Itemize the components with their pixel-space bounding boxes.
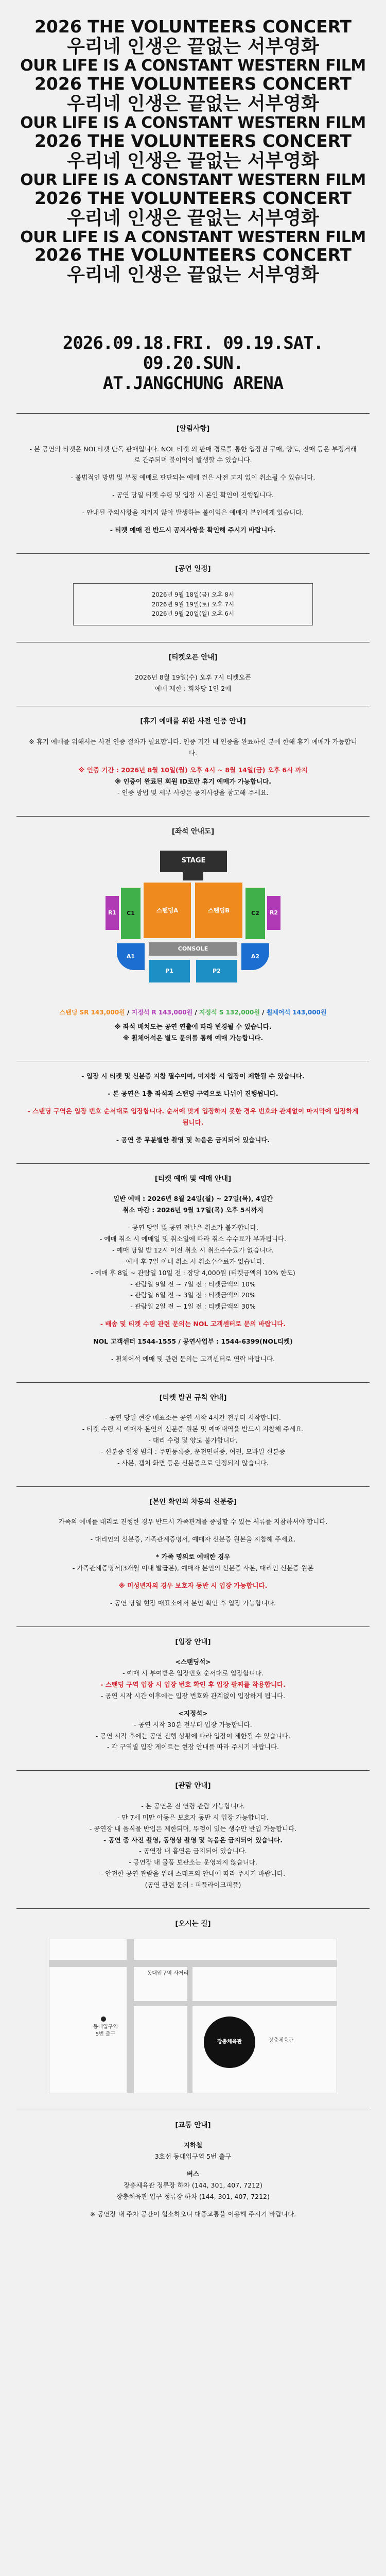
entry-text: - 각 구역별 입장 게이트는 현장 안내를 따라 주시기 바랍니다. <box>107 1743 279 1751</box>
identity-text: 가족의 예매를 대리로 진행한 경우 반드시 가족관계를 증빙할 수 있는 서류를 지참하셔야 합니다. <box>58 1518 328 1526</box>
section-title: [알림사항] <box>176 424 210 433</box>
booking-text: 일반 예매 : 2026년 8월 24일(월) ~ 27일(목), 4일간 <box>113 1195 273 1203</box>
poster-title-line: 2026 THE VOLUNTEERS CONCERT <box>34 16 352 37</box>
poster-title-line: 2026 THE VOLUNTEERS CONCERT <box>34 130 352 151</box>
poster-title-line: 우리네 인생은 끝없는 서부영화 <box>67 36 319 57</box>
viewing-section <box>16 1770 370 1908</box>
section-title: [티켓오픈 안내] <box>168 653 218 662</box>
schedule-row: 2026년 9월 19일(토) 오후 7시 <box>152 600 234 608</box>
booking-text: - 관람일 2일 전 ~ 1일 전 : 티켓금액의 30% <box>130 1302 256 1311</box>
seat-zone-r2[interactable]: R2 <box>267 896 280 930</box>
seat-zone-c2[interactable]: C2 <box>245 888 265 939</box>
fanclub-text: ※ 휴기 예매를 위해서는 사전 인증 절차가 필요합니다. 인증 기간 내 인증을 완료하신 분에 한해 휴기 예매가 가능합니다. <box>29 737 357 757</box>
section-title: [입장 안내] <box>175 1637 211 1646</box>
notice-text: - 공연 당일 티켓 수령 및 입장 시 본인 확인이 진행됩니다. <box>112 491 274 499</box>
price-r: 지정석 R 143,000원 <box>131 1008 193 1016</box>
map-road <box>187 1967 192 2093</box>
transport-text: 3호선 동대입구역 5번 출구 <box>154 2153 232 2161</box>
pickup-text: - 티켓 수령 시 예매자 본인의 신분증 원본 및 예매내역을 반드시 지참해 주세요. <box>82 1425 304 1433</box>
seat-zone-p1[interactable]: P1 <box>149 960 190 982</box>
viewing-text: - 공연 중 사진 촬영, 동영상 촬영 및 녹음은 금지되어 있습니다. <box>103 1836 283 1844</box>
section-title: [티켓 예매 및 예매 안내] <box>154 1174 232 1183</box>
fanclub-text: - 인증 방법 및 세부 사항은 공지사항을 참고해 주세요. <box>117 789 269 797</box>
seat-zone-c1[interactable]: C1 <box>121 888 141 939</box>
schedule-row: 2026년 9월 20일(일) 오후 6시 <box>152 610 234 618</box>
seat-zone-a1[interactable]: A1 <box>117 943 145 970</box>
stage-ramp <box>183 872 203 880</box>
transport-section <box>16 2110 370 2238</box>
booking-text: - 공연 당일 및 공연 전날은 취소가 불가합니다. <box>128 1224 258 1232</box>
poster-title-line: 우리네 인생은 끝없는 서부영화 <box>67 93 319 114</box>
ticket-open-line: 2026년 8월 19일(수) 오후 7시 티켓오픈 <box>134 673 252 682</box>
transport-text: ※ 공연장 내 주차 공간이 협소하오니 대중교통을 이용해 주시기 바랍니다. <box>90 2210 296 2218</box>
price-line: 스탠딩 SR 143,000원 / 지정석 R 143,000원 / 지정석 S 132,000원 / 휠체어석 143,000원 <box>59 1008 327 1016</box>
section-title: [오시는 길] <box>175 1919 211 1928</box>
price-note: ※ 휠체어석은 별도 문의를 통해 예매 가능합니다. <box>122 1033 264 1042</box>
poster-title-line: OUR LIFE IS A CONSTANT WESTERN FILM <box>20 171 366 189</box>
booking-text: - 예매 후 7일 이내 취소 시 취소수수료가 없습니다. <box>121 1257 265 1265</box>
location-map <box>49 1939 337 2093</box>
ticket-pickup-section <box>16 1382 370 1486</box>
poster-title-line: OUR LIFE IS A CONSTANT WESTERN FILM <box>20 228 366 246</box>
notice-text: - 티켓 예매 전 반드시 공지사항을 확인해 주시기 바랍니다. <box>110 526 276 534</box>
identity-section <box>16 1486 370 1626</box>
pickup-text: - 신분증 인정 범위 : 주민등록증, 운전면허증, 여권, 모바일 신분증 <box>100 1448 286 1456</box>
entry-text: - 공연 시작 후에는 공연 진행 상황에 따라 입장이 제한될 수 있습니다. <box>95 1732 291 1740</box>
notice-section <box>16 413 370 553</box>
viewing-text: (공연 관련 문의 : 피플라이크피플) <box>145 1881 241 1889</box>
seatmap-section <box>16 816 370 1061</box>
transport-text: 장충체육관 정류장 하차 (144, 301, 407, 7212) <box>124 2181 262 2189</box>
price-note: ※ 좌석 배치도는 공연 연출에 따라 변경될 수 있습니다. <box>114 1022 272 1030</box>
notice-text: - 불법적인 방법 및 부정 예매로 판단되는 예매 건은 사전 고지 없이 취소될 수 있습니다. <box>71 473 315 482</box>
entry-text: - 예매 시 부여받은 입장번호 순서대로 입장합니다. <box>122 1669 264 1677</box>
identity-text: * 가족 명의로 예매한 경우 <box>155 1553 231 1561</box>
station-marker-icon <box>101 2016 106 2022</box>
poster-title-line: OUR LIFE IS A CONSTANT WESTERN FILM <box>20 114 366 132</box>
poster-title-line: 우리네 인생은 끝없는 서부영화 <box>67 264 319 286</box>
viewing-text: - 안전한 공연 관람을 위해 스태프의 안내에 따라 주시기 바랍니다. <box>100 1870 286 1878</box>
standing-a-zone[interactable]: 스탠딩A <box>144 883 191 938</box>
fanclub-text: ※ 인증이 완료된 회원 ID로만 휴기 예매가 가능합니다. <box>115 777 271 786</box>
poster-dates: 2026.09.18.FRI. 09.19.SAT. 09.20.SUN. <box>62 332 324 374</box>
viewing-text: - 공연장 내 물품 보관소는 운영되지 않습니다. <box>129 1858 257 1867</box>
identity-text: - 대리인의 신분증, 가족관계증명서, 예매자 신분증 원본을 지참해 주세요. <box>90 1535 296 1544</box>
map-road <box>127 1939 134 2093</box>
viewing-text: - 공연장 내 음식물 반입은 제한되며, 뚜껑이 있는 생수만 반입 가능합니다. <box>89 1824 297 1833</box>
poster-title-line: 2026 THE VOLUNTEERS CONCERT <box>34 188 352 208</box>
section-title: [공연 일정] <box>175 564 211 573</box>
seat-zone-a2[interactable]: A2 <box>241 943 269 970</box>
map-road <box>49 1960 337 1967</box>
notice-text: - 안내된 주의사항을 지키지 않아 발생하는 불이익은 예매자 본인에게 있습니다. <box>82 509 304 517</box>
entry-notice-text: - 입장 시 티켓 및 신분증 지참 필수이며, 미지참 시 입장이 제한될 수 있습니다. <box>81 1072 305 1080</box>
seat-zone-r1[interactable]: R1 <box>106 896 119 930</box>
poster-title-line: 우리네 인생은 끝없는 서부영화 <box>67 150 319 172</box>
notice-text: - 본 공연의 티켓은 NOL티켓 단독 판매입니다. NOL 티켓 외 판매 경로를 통한 입장권 구매, 양도, 전매 등은 부정거래로 간주되며 불이익이 발생할 수 있습니다. <box>29 445 357 464</box>
seat-map <box>85 846 301 1001</box>
exit-label: 5번 출구 <box>95 2031 116 2037</box>
stage-block: STAGE <box>160 851 227 872</box>
identity-text: - 공연 당일 현장 매표소에서 본인 확인 후 입장 가능합니다. <box>110 1599 276 1607</box>
viewing-text: - 본 공연은 전 연령 관람 가능합니다. <box>141 1802 245 1810</box>
section-title: [교통 안내] <box>175 2121 211 2129</box>
schedule-section <box>16 553 370 642</box>
section-title: [휴기 예매를 위한 사전 인증 안내] <box>140 717 246 726</box>
booking-section <box>16 1163 370 1382</box>
booking-text: - 관람일 9일 전 ~ 7일 전 : 티켓금액의 10% <box>130 1280 256 1288</box>
section-title: [좌석 안내도] <box>171 827 215 836</box>
transport-text: 장충체육관 입구 정류장 하차 (144, 301, 407, 7212) <box>116 2192 270 2200</box>
station-label: 동대입구역 <box>93 2024 118 2030</box>
booking-text: - 휠체어석 예매 및 관련 문의는 고객센터로 연락 바랍니다. <box>111 1354 275 1363</box>
ticket-open-section <box>16 642 370 706</box>
poster-title-line: 우리네 인생은 끝없는 서부영화 <box>67 207 319 229</box>
entry-notice-text: - 스탠딩 구역은 입장 번호 순서대로 입장합니다. 순서에 맞게 입장하지 못한 경우 번호와 관계없이 마지막에 입장하게 됩니다. <box>27 1107 359 1127</box>
arena-label: 장충체육관 <box>268 2037 294 2043</box>
arena-marker: 장충체육관 <box>204 2016 255 2068</box>
poster-title-line: 2026 THE VOLUNTEERS CONCERT <box>34 73 352 94</box>
entry-notice-section <box>16 1061 370 1163</box>
entry-text: - 스탠딩 구역 입장 시 입장 번호 확인 후 입장 팔찌를 착용합니다. <box>100 1681 286 1689</box>
booking-text: - 예매 취소 시 예매일 및 취소일에 따라 취소 수수료가 부과됩니다. <box>99 1235 287 1243</box>
poster-title-line: 2026 THE VOLUNTEERS CONCERT <box>34 245 352 265</box>
pickup-text: - 사본, 캡처 화면 등은 신분증으로 인정되지 않습니다. <box>117 1459 269 1467</box>
identity-text: ※ 미성년자의 경우 보호자 동반 시 입장 가능합니다. <box>118 1581 268 1589</box>
poster-title-line: OUR LIFE IS A CONSTANT WESTERN FILM <box>20 57 366 75</box>
entry-notice-text: - 본 공연은 1층 좌석과 스탠딩 구역으로 나뉘어 진행됩니다. <box>108 1090 278 1098</box>
booking-text: - 관람일 6일 전 ~ 3일 전 : 티켓금액의 20% <box>130 1291 256 1299</box>
booking-text: - 배송 및 티켓 수령 관련 문의는 NOL 고객센터로 문의 바랍니다. <box>100 1320 286 1328</box>
viewing-text: - 만 7세 미만 아동은 보호자 동반 시 입장 가능합니다. <box>117 1813 269 1821</box>
seat-zone-p2[interactable]: P2 <box>196 960 237 982</box>
schedule-row: 2026년 9월 18일(금) 오후 8시 <box>152 591 234 599</box>
pickup-text: - 대리 수령 및 양도 불가합니다. <box>148 1436 238 1445</box>
entry-subheading: <지정석> <box>178 1709 208 1717</box>
transport-subheading: 지하철 <box>183 2141 203 2149</box>
entry-notice-text: - 공연 중 무분별한 촬영 및 녹음은 금지되어 있습니다. <box>116 1136 270 1144</box>
fanclub-section <box>16 706 370 816</box>
ticket-open-sub: 예매 제한 : 회차당 1인 2매 <box>154 685 232 693</box>
identity-text: - 가족관계증명서(3개월 이내 발급본), 예매자 본인의 신분증 사본, 대리인 신분증 원본 <box>72 1564 314 1572</box>
console-block: CONSOLE <box>149 942 237 956</box>
schedule-box <box>73 583 313 625</box>
fanclub-period: ※ 인증 기간 : 2026년 8월 10일(월) 오후 4시 ~ 8월 14일(금) 오후 6시 까지 <box>78 766 308 774</box>
customer-center-contact: NOL 고객센터 1544-1555 / 공연사업부 : 1544-6399(NOL티켓) <box>93 1337 293 1346</box>
entry-subheading: <스탠딩석> <box>175 1658 211 1666</box>
entry-section <box>16 1626 370 1771</box>
entry-text: - 공연 시작 30분 전부터 입장 가능합니다. <box>134 1720 252 1728</box>
section-title: [본인 확인의 차등의 신분증] <box>149 1497 237 1506</box>
standing-b-zone[interactable]: 스탠딩B <box>195 883 242 938</box>
price-wheelchair: 휠체어석 143,000원 <box>266 1008 327 1016</box>
booking-text: - 예매 당일 밤 12시 이전 취소 시 취소수수료가 없습니다. <box>112 1246 274 1254</box>
map-road <box>134 2001 337 2006</box>
price-standing: 스탠딩 SR 143,000원 <box>59 1008 125 1016</box>
booking-text: 취소 마감 : 2026년 9월 17일(목) 오후 5시까지 <box>122 1206 264 1214</box>
section-title: [티켓 발권 규칙 안내] <box>159 1393 227 1402</box>
price-s: 지정석 S 132,000원 <box>199 1008 260 1016</box>
poster-venue: AT.JANGCHUNG ARENA <box>102 372 284 394</box>
section-title: [관람 안내] <box>175 1782 211 1790</box>
pickup-text: - 공연 당일 현장 매표소는 공연 시작 4시간 전부터 시작합니다. <box>105 1414 281 1422</box>
poster-header <box>0 0 386 394</box>
junction-label: 동대입구역 사거리 <box>147 1970 189 1976</box>
location-section <box>16 1908 370 2110</box>
viewing-text: - 공연장 내 흡연은 금지되어 있습니다. <box>139 1847 247 1855</box>
booking-text: - 예매 후 8일 ~ 관람일 10일 전 : 장당 4,000원 (티켓금액의 10% 한도) <box>91 1268 295 1277</box>
transport-subheading: 버스 <box>186 2170 200 2178</box>
entry-text: - 공연 시작 시간 이후에는 입장 번호와 관계없이 입장하게 됩니다. <box>100 1691 286 1700</box>
